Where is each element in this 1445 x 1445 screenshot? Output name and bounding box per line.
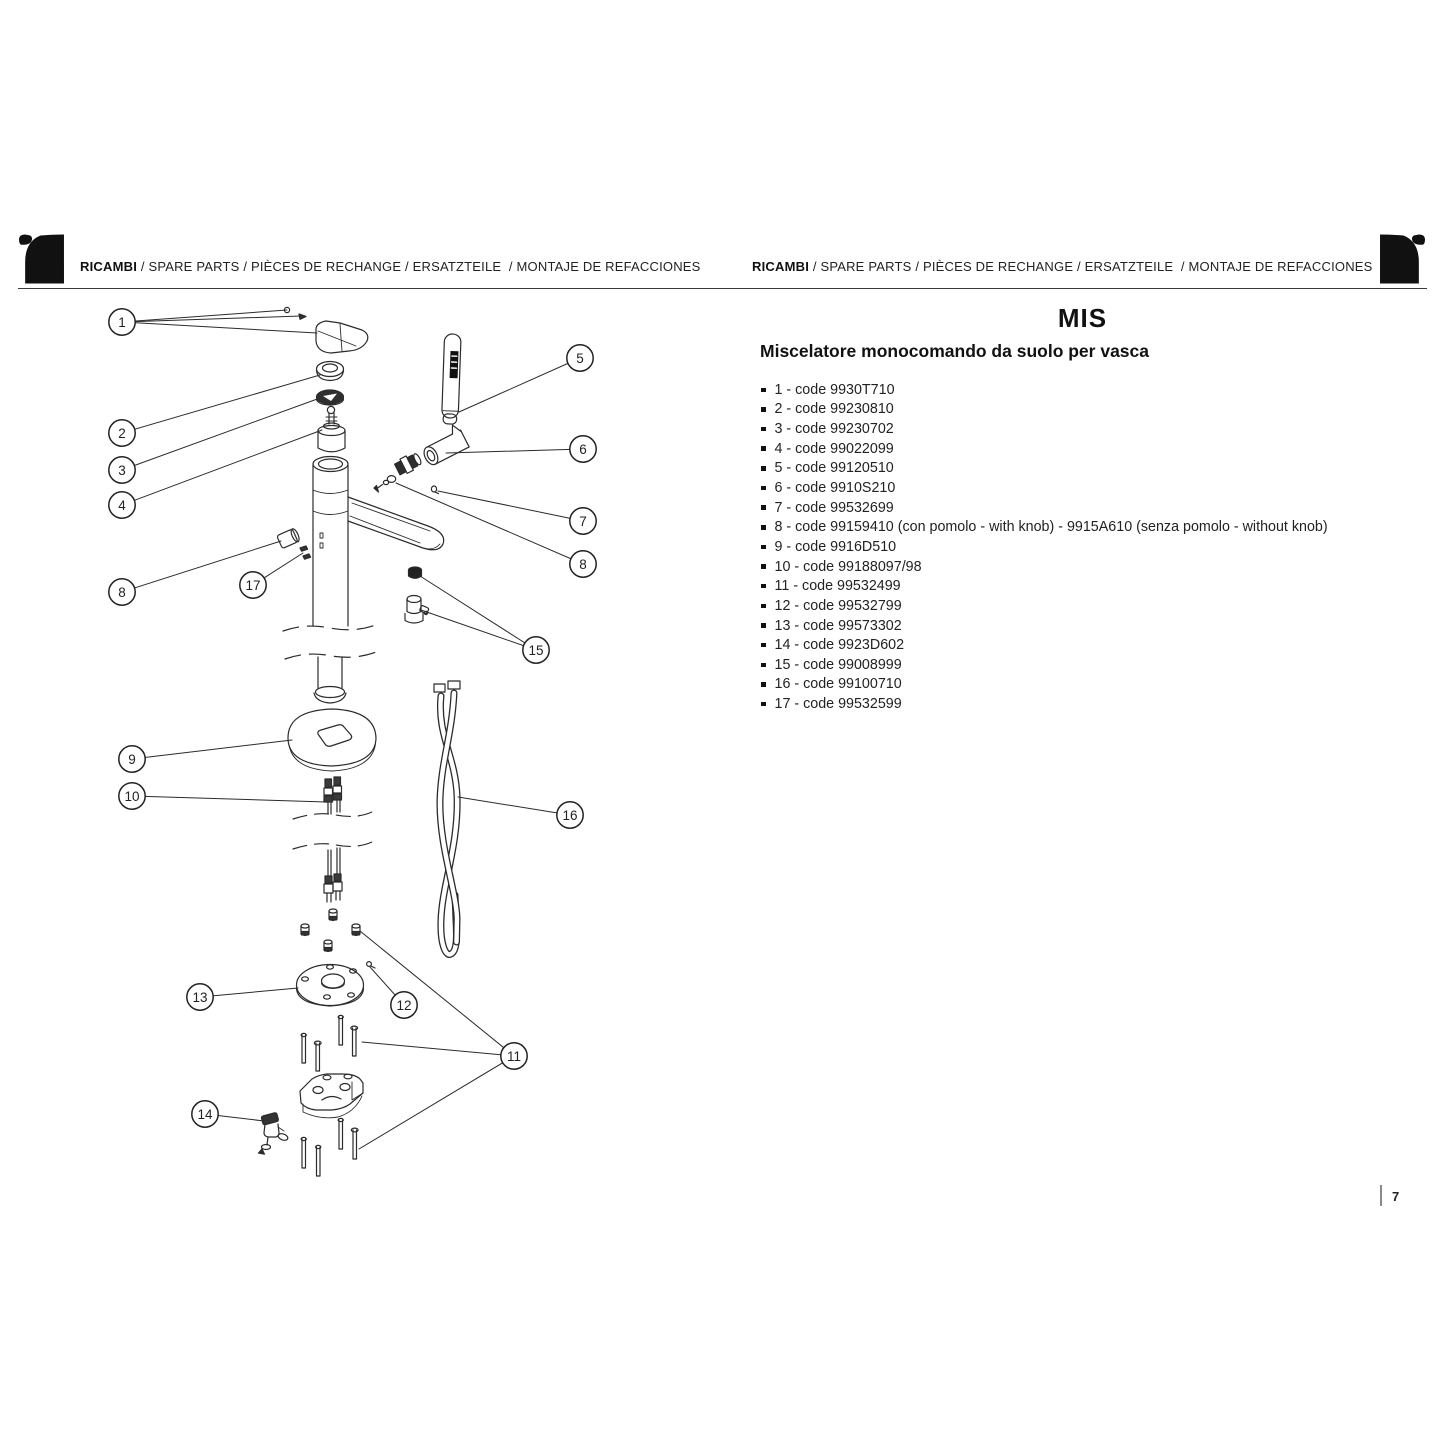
callout-leader-line [122, 316, 301, 322]
svg-text:11: 11 [506, 1048, 522, 1064]
callout-leader-line [359, 1056, 514, 1149]
ring-nut [317, 390, 344, 405]
page-title: MIS [1057, 303, 1108, 333]
callout-leader-line [132, 796, 326, 802]
tiny-screw-12 [367, 962, 375, 968]
part-label: 5 - code 99120510 [774, 460, 894, 477]
svg-text:3: 3 [118, 462, 126, 478]
callout-1 [109, 309, 135, 335]
callout-9 [119, 746, 145, 772]
callout-leader-line [396, 483, 583, 564]
part-label: 11 - code 99532499 [774, 578, 901, 595]
callout-leader-line [438, 491, 583, 521]
cartridge [318, 406, 345, 451]
callout-14 [192, 1101, 218, 1127]
callout-leader-line [122, 430, 322, 505]
riser-pipes [293, 777, 372, 902]
header-brand: RICAMBI [752, 259, 810, 274]
anchor-pins-upper [301, 1015, 358, 1071]
flex-hoses [434, 681, 460, 954]
callout-leader-line [200, 988, 298, 997]
svg-text:5: 5 [576, 350, 584, 366]
base-flange [297, 965, 364, 1007]
part-label: 7 - code 99532699 [774, 499, 894, 516]
callout-17 [240, 572, 266, 598]
flange-screws [301, 909, 375, 968]
check-valve [374, 476, 396, 492]
part-label: 3 - code 99230702 [774, 421, 894, 438]
aerator-insert [394, 451, 424, 477]
floor-escutcheon [288, 709, 376, 771]
callout-leader-line [122, 398, 320, 470]
part-label: 17 - code 99532599 [774, 696, 902, 713]
callout-2 [109, 420, 135, 446]
hand-shower [441, 334, 461, 425]
handle-cap [317, 362, 344, 381]
callout-13 [187, 984, 213, 1010]
anchor-pins-lower [301, 1118, 358, 1176]
fitting-14 [259, 1112, 289, 1154]
svg-text:15: 15 [528, 642, 544, 658]
page-number: 7 [1392, 1189, 1400, 1204]
part-label: 12 - code 99532799 [774, 597, 902, 614]
svg-text:12: 12 [396, 997, 412, 1013]
part-label: 8 - code 99159410 (con pomolo - with knob) - 9915A610 (senza pomolo - without knob) [774, 519, 1328, 536]
svg-text:7: 7 [579, 513, 587, 529]
page-subtitle: Miscelatore monocomando da suolo per vasca [760, 341, 1149, 361]
svg-text:14: 14 [197, 1106, 213, 1122]
part-label: 6 - code 9910S210 [774, 480, 896, 497]
knob [277, 528, 301, 549]
svg-text:9: 9 [128, 751, 136, 767]
callout-leader-line [420, 576, 536, 650]
callout-leader-line [421, 610, 536, 650]
callout-8 [109, 579, 135, 605]
header-brand: RICAMBI [80, 259, 138, 274]
svg-text:6: 6 [579, 441, 587, 457]
svg-text:16: 16 [562, 807, 578, 823]
part-label: 2 - code 99230810 [774, 401, 894, 418]
part-label: 9 - code 9916D510 [774, 538, 897, 555]
part-label: 4 - code 99022099 [774, 440, 894, 457]
part-label: 13 - code 99573302 [774, 617, 902, 634]
callout-leader-line [122, 322, 317, 333]
callout-leader-line [446, 449, 583, 453]
callout-12 [391, 992, 417, 1018]
diverter-body [405, 596, 429, 624]
part-label: 1 - code 9930T710 [774, 381, 895, 398]
svg-text:8: 8 [118, 584, 126, 600]
part-label: 14 - code 9923D602 [774, 637, 905, 654]
stop-cap [409, 567, 422, 578]
callout-3 [109, 457, 135, 483]
callout-leader-line [132, 740, 292, 759]
handle-lever-set [284, 307, 367, 353]
callout-leader-line [122, 310, 287, 322]
pageno-divider [1380, 1185, 1382, 1206]
svg-text:17: 17 [245, 577, 261, 593]
mounting-bracket [300, 1074, 363, 1118]
callout-5 [567, 345, 593, 371]
header-nav-text: / SPARE PARTS / PIÈCES DE RECHANGE / ERSATZTEILE / MONTAJE DE REFACCIONES [809, 259, 1373, 274]
callout-16 [557, 802, 583, 828]
svg-text:4: 4 [118, 497, 126, 513]
callout-7 [570, 508, 596, 534]
svg-text:8: 8 [579, 556, 587, 572]
callout-15 [523, 637, 549, 663]
svg-text:13: 13 [192, 989, 208, 1005]
callout-4 [109, 492, 135, 518]
header-nav-text: / SPARE PARTS / PIÈCES DE RECHANGE / ERSATZTEILE / MONTAJE DE REFACCIONES [137, 259, 701, 274]
part-label: 15 - code 99008999 [774, 656, 902, 673]
small-screw-7 [431, 486, 438, 494]
part-label: 10 - code 99188097/98 [774, 558, 922, 575]
svg-text:2: 2 [118, 425, 126, 441]
callout-11 [501, 1043, 527, 1069]
sleeve [418, 423, 469, 467]
callout-leader-line [362, 1042, 514, 1056]
callout-leader-line [360, 931, 514, 1056]
svg-text:10: 10 [124, 788, 140, 804]
callout-leader-line [122, 375, 320, 433]
grub-screws [300, 546, 311, 559]
callout-layer [109, 309, 596, 1149]
callout-10 [119, 783, 145, 809]
svg-text:1: 1 [118, 314, 126, 330]
callout-8 [570, 551, 596, 577]
part-label: 16 - code 99100710 [774, 676, 902, 693]
callout-leader-line [459, 358, 580, 412]
callout-6 [570, 436, 596, 462]
callout-leader-line [458, 797, 570, 815]
